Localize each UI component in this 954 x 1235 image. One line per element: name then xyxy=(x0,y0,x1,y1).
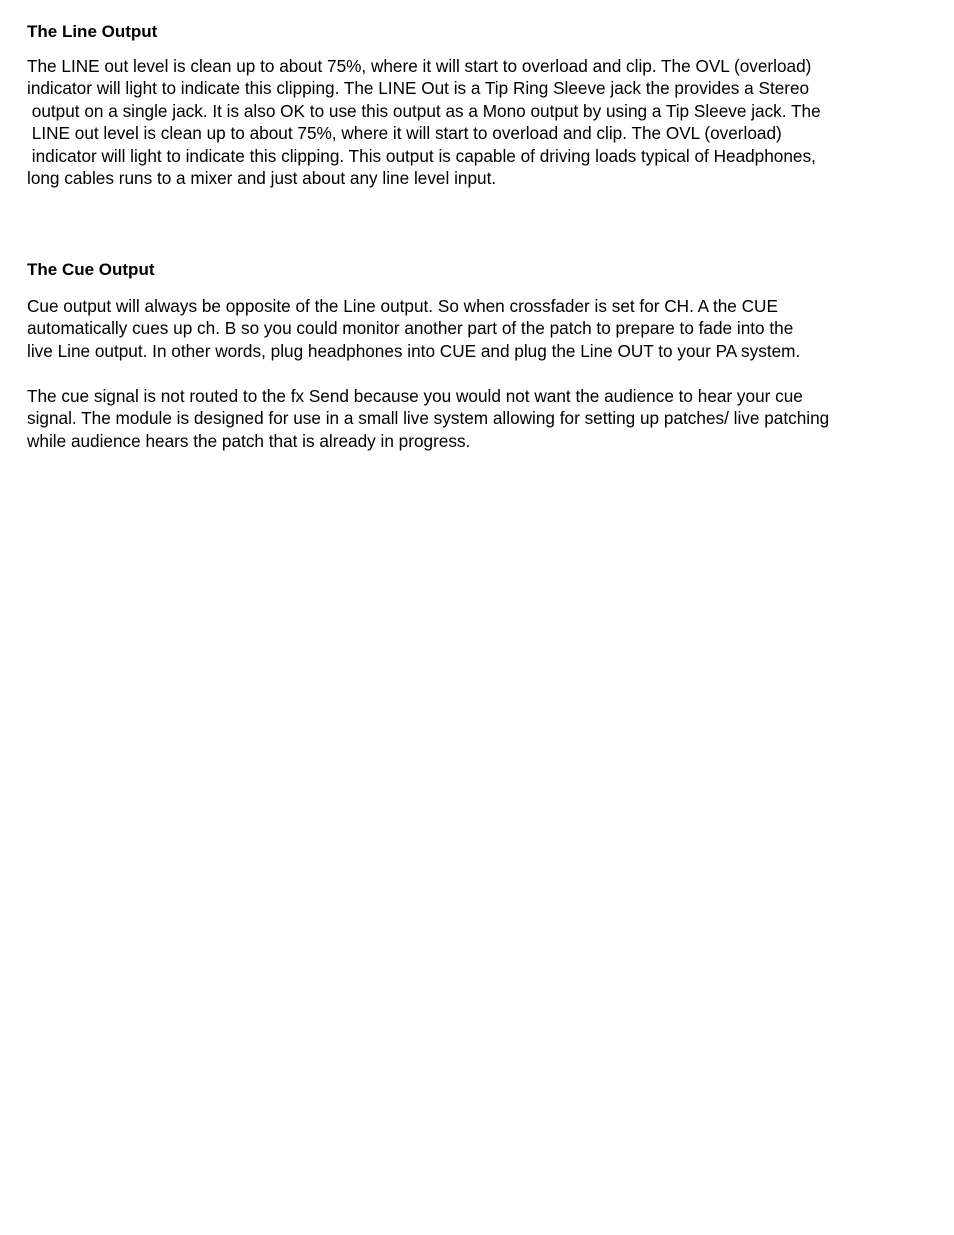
paragraph-line: Cue output will always be opposite of the Line output. So when crossfader is set for CH. A the CUE xyxy=(27,296,778,316)
paragraph-line: long cables runs to a mixer and just about any line level input. xyxy=(27,168,497,189)
paragraph-line: The LINE out level is clean up to about 75%, where it will start to overload and clip. The OVL (overload) xyxy=(27,56,812,76)
paragraph-line: automatically cues up ch. B so you could monitor another part of the patch to prepare to fade into the xyxy=(27,318,794,339)
paragraph-line: live Line output. In other words, plug headphones into CUE and plug the Line OUT to your PA system. xyxy=(27,340,801,361)
paragraph-line: indicator will light to indicate this clipping. The LINE Out is a Tip Ring Sleeve jack the provides a Stereo xyxy=(27,78,810,99)
paragraph-line: output on a single jack. It is also OK to use this output as a Mono output by using a Tip Sleeve jack. The xyxy=(27,100,821,121)
paragraph-line: indicator will light to indicate this clipping. This output is capable of driving loads typical of Headphones, xyxy=(27,145,816,166)
cue-output-heading: The Cue Output xyxy=(27,260,155,279)
paragraph-line: while audience hears the patch that is already in progress. xyxy=(27,430,471,451)
line-output-paragraph xyxy=(27,55,821,189)
cue-output-paragraph xyxy=(27,295,800,362)
paragraph-line: signal. The module is designed for use in a small live system allowing for setting up patches/ live patching xyxy=(27,408,830,429)
line-output-heading: The Line Output xyxy=(27,22,158,41)
paragraph-line: The cue signal is not routed to the fx Send because you would not want the audience to hear your cue xyxy=(27,386,803,406)
cue-signal-paragraph xyxy=(27,385,829,452)
paragraph-line: LINE out level is clean up to about 75%, where it will start to overload and clip. The OVL (overload) xyxy=(27,123,782,144)
